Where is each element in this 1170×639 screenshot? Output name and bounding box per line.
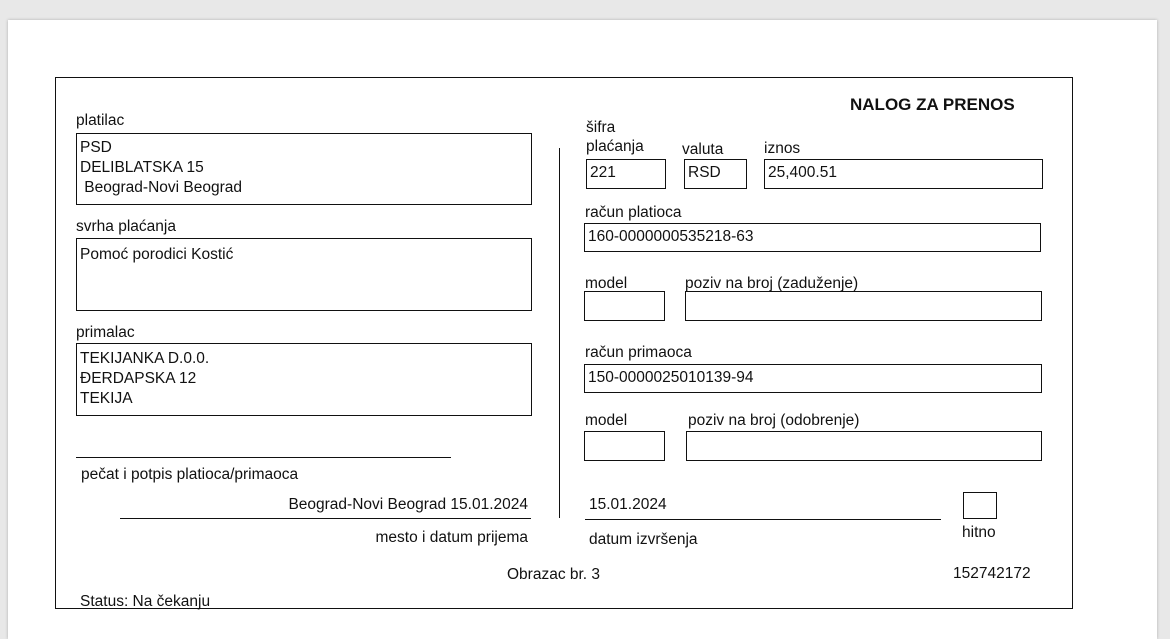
urgent-label: hitno bbox=[962, 524, 996, 541]
payer-field[interactable] bbox=[76, 133, 532, 205]
amount-label: iznos bbox=[764, 140, 801, 157]
signature-line bbox=[76, 457, 451, 458]
payment-code-label-1: šifra bbox=[586, 119, 616, 136]
model-label-1: model bbox=[585, 275, 628, 292]
place-date-label: mesto i datum prijema bbox=[375, 529, 528, 546]
currency-field[interactable] bbox=[684, 159, 747, 189]
model-label-2: model bbox=[585, 412, 628, 429]
currency-value: RSD bbox=[688, 164, 721, 181]
model-field-2[interactable] bbox=[584, 431, 665, 461]
form-number: Obrazac br. 3 bbox=[507, 566, 601, 583]
recipient-line-1: TEKIJANKA D.0.0. bbox=[80, 350, 210, 367]
payment-code-field[interactable] bbox=[586, 159, 666, 189]
amount-value: 25,400.51 bbox=[768, 164, 837, 181]
document-number: 152742172 bbox=[953, 565, 1031, 582]
payment-code-label-2: plaćanja bbox=[586, 138, 644, 155]
recipient-line-2: ĐERDAPSKA 12 bbox=[80, 370, 197, 387]
payment-order-form bbox=[55, 77, 1073, 609]
payer-line-3: Beograd-Novi Beograd bbox=[80, 179, 242, 196]
purpose-label: svrha plaćanja bbox=[76, 218, 176, 235]
execution-date-line bbox=[585, 519, 941, 520]
column-divider bbox=[559, 148, 560, 518]
payer-line-1: PSD bbox=[80, 139, 112, 156]
recipient-field[interactable] bbox=[76, 343, 532, 416]
purpose-field[interactable] bbox=[76, 238, 532, 311]
payer-line-2: DELIBLATSKA 15 bbox=[80, 159, 204, 176]
execution-date-label: datum izvršenja bbox=[589, 531, 698, 548]
urgent-checkbox[interactable] bbox=[963, 492, 997, 519]
place-date-value: Beograd-Novi Beograd 15.01.2024 bbox=[288, 496, 528, 513]
reference-debit-field[interactable] bbox=[685, 291, 1042, 321]
recipient-account-value: 150-0000025010139-94 bbox=[588, 369, 754, 386]
payer-account-field[interactable] bbox=[584, 223, 1041, 252]
payer-account-label: račun platioca bbox=[585, 204, 682, 221]
signature-label: pečat i potpis platioca/primaoca bbox=[81, 466, 299, 483]
purpose-value: Pomoć porodici Kostić bbox=[80, 246, 234, 263]
recipient-account-label: račun primaoca bbox=[585, 344, 692, 361]
currency-label: valuta bbox=[682, 141, 724, 158]
reference-debit-label: poziv na broj (zaduženje) bbox=[685, 275, 859, 292]
form-title: NALOG ZA PRENOS bbox=[850, 95, 1015, 114]
place-date-line bbox=[120, 518, 531, 519]
status-text: Status: Na čekanju bbox=[80, 593, 211, 610]
execution-date-value: 15.01.2024 bbox=[589, 496, 667, 513]
recipient-account-field[interactable] bbox=[584, 364, 1042, 393]
recipient-label: primalac bbox=[76, 324, 135, 341]
amount-field[interactable] bbox=[764, 159, 1043, 189]
payer-account-value: 160-0000000535218-63 bbox=[588, 228, 754, 245]
reference-credit-field[interactable] bbox=[686, 431, 1042, 461]
reference-credit-label: poziv na broj (odobrenje) bbox=[688, 412, 860, 429]
recipient-line-3: TEKIJA bbox=[80, 390, 133, 407]
payment-code-value: 221 bbox=[590, 164, 616, 181]
payer-label: platilac bbox=[76, 112, 125, 129]
model-field-1[interactable] bbox=[584, 291, 665, 321]
